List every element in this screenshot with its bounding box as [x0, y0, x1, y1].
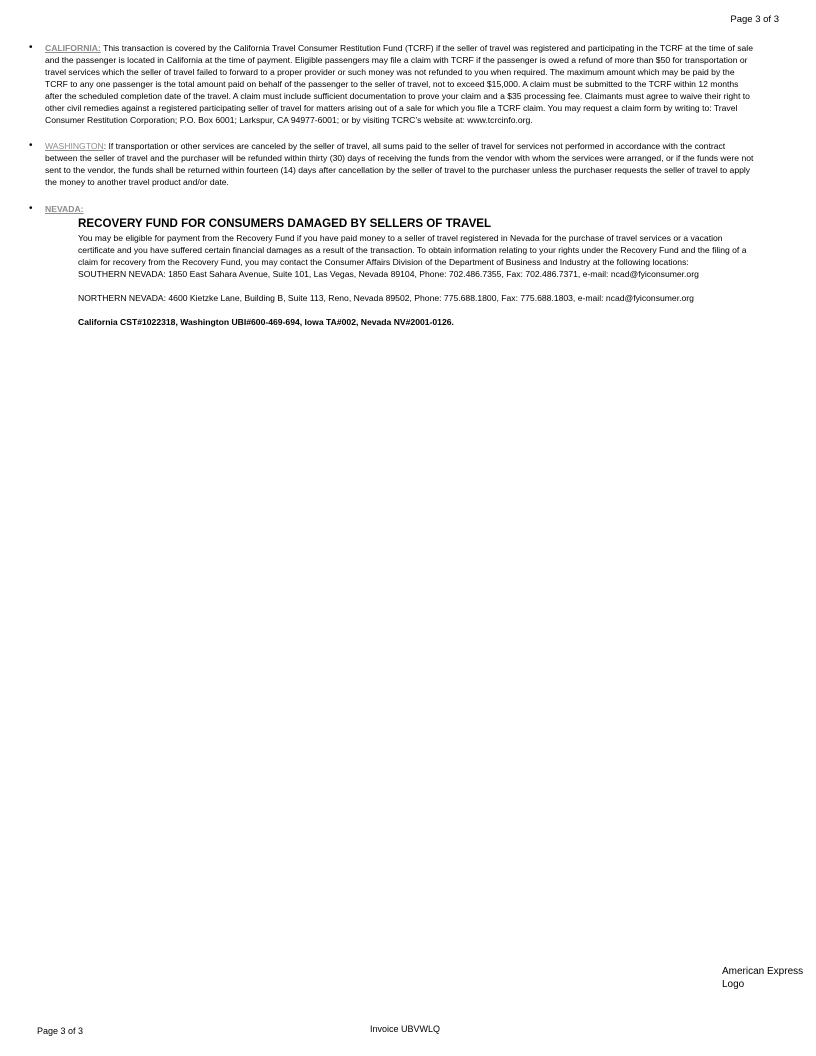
list-item-washington: [29, 140, 757, 188]
washington-label: WASHINGTON: [45, 141, 104, 151]
page-indicator-top: Page 3 of 3: [730, 14, 779, 25]
nevada-recovery-fund: [78, 217, 758, 328]
southern-nevada-address: SOUTHERN NEVADA: 1850 East Sahara Avenue, Suite 101, Las Vegas, Nevada 89104, Phone: 702.486.7355, Fax: 702.486.7371, e-mail: ncad@fyiconsumer.org: [78, 269, 699, 279]
nevada-title: RECOVERY FUND FOR CONSUMERS DAMAGED BY SELLERS OF TRAVEL: [78, 217, 492, 230]
footer-page-number: Page 3 of 3: [37, 1026, 84, 1036]
nevada-text: You may be eligible for payment from the Recovery Fund if you have paid money to a seller of travel registered in Nevada for the purchase of travel services or a vacation certificate and you have suffered certain financial damages as a result of the transaction. To obtain information relating to your rights under the Recovery Fund and the filing of a claim for recovery from the Recovery Fund, you may contact the Consumer Affairs Division of the Department of Business and Industry at the following locations:: [78, 233, 747, 267]
logo-line-1: American Express: [722, 966, 804, 977]
disclosure-list: [29, 42, 757, 328]
northern-nevada-address: NORTHERN NEVADA: 4600 Kietzke Lane, Building B, Suite 113, Reno, Nevada 89502, Phone: 775.688.1800, Fax: 775.688.1803, e-mail: ncad@fyiconsumer.org: [78, 293, 694, 303]
footer-invoice-number: Invoice UBVWLQ: [370, 1024, 441, 1034]
california-text: This transaction is covered by the California Travel Consumer Restitution Fund (TCRF) if the seller of travel was registered and participating in the TCRF at the time of sale and the passenger is located in California at the time of payment. Eligible passengers may file a claim with TCRF if the passenger is owed a refund of more than $50 for transportation or travel services which the seller of travel failed to forward to a proper provider or such money was not refunded to you when required. The maximum amount which may be paid by the TCRF to any one passenger is the total amount paid on behalf of the passenger to the seller of travel, not to exceed $15,000. A claim must be submitted to the TCRF within 12 months after the scheduled completion date of the travel. A claim must include sufficient documentation to prove your claim and a $35 processing fee. Claimants must agree to waive their right to other civil remedies against a registered participating seller of travel for matters arising out of a sale for which you file a TCRF claim. You may request a claim form by writing to: Travel Consumer Restitution Corporation; P.O. Box 6001; Larkspur, CA 94977-6001; or by visiting TCRC’s website at: www.tcrcinfo.org.: [45, 43, 753, 125]
american-express-logo-placeholder: [722, 965, 814, 991]
license-numbers: California CST#1022318, Washington UBI#600-469-694, Iowa TA#002, Nevada NV#2001-0126.: [78, 317, 454, 327]
nevada-label: NEVADA:: [45, 204, 84, 214]
washington-text: : If transportation or other services are canceled by the seller of travel, all sums paid to the seller of travel for services not performed in accordance with the contract between the seller of travel and the purchaser will be refunded within thirty (30) days of receiving the funds from the vendor with whom the services were arranged, or if the funds were not sent to the vendor, the funds shall be returned within fourteen (14) days after cancellation by the seller of travel to the purchaser unless the purchaser requests the seller of travel to apply the money to another travel product and/or date.: [45, 141, 754, 187]
list-item-nevada: [29, 203, 757, 328]
list-item-california: [29, 42, 757, 126]
logo-line-2: Logo: [722, 979, 745, 990]
california-label: CALIFORNIA:: [45, 43, 101, 53]
